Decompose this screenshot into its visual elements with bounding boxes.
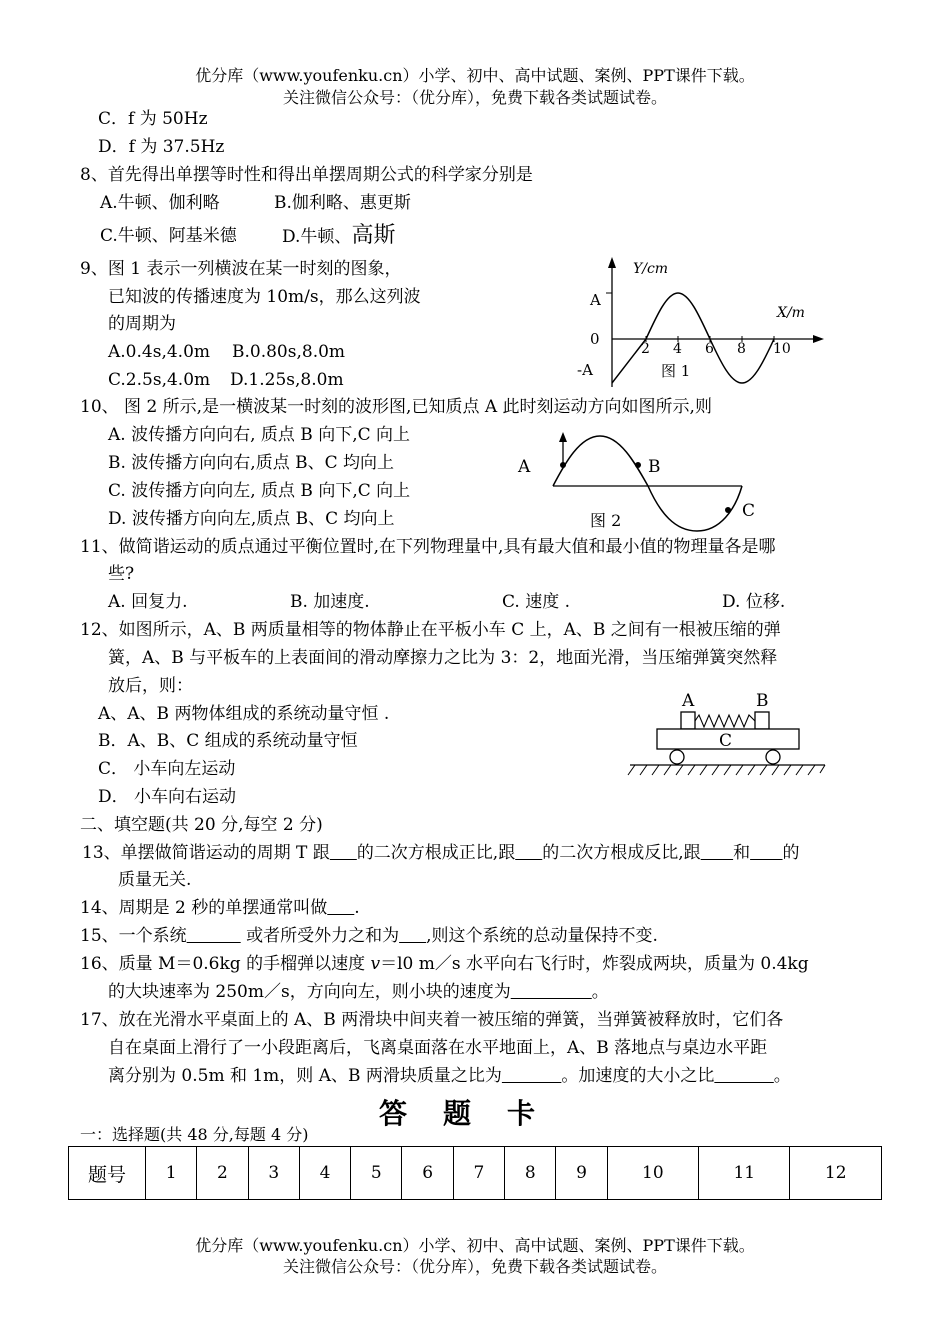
q14-blank[interactable] — [327, 898, 354, 918]
figure-cart-spring — [625, 685, 830, 780]
q15-text: 或者所受外力之和为 — [240, 926, 400, 946]
footer-line-1: 优分库（www.youfenku.cn）小学、初中、高中试题、案例、PPT课件下载。 — [195, 1236, 755, 1255]
q9-stem-1: 9、图 1 表示一列横波在某一时刻的图象， — [80, 259, 402, 279]
q9-stem-2: 已知波的传播速度为 10m/s，那么这列波 — [108, 287, 421, 307]
q12-stem-1: 12、如图所示，A、B 两质量相等的物体静止在平板小车 C 上，A、B 之间有一根被压缩的弹 — [80, 620, 781, 640]
q16-text: ＝l0 m／s 水平向右飞行时，炸裂成两块，质量为 0.4kg — [380, 954, 809, 974]
fig1-tick-label: 6 — [705, 341, 714, 357]
q13-text: 13、单摆做简谐运动的周期 T 跟 — [82, 843, 330, 863]
q11-option-d: D. 位移. — [722, 592, 786, 612]
q16-velocity-symbol: v — [370, 954, 381, 974]
q13-text: 和 — [733, 843, 751, 863]
fig1-tick-label: 8 — [737, 341, 746, 357]
answer-card-number-cell: 3 — [248, 1147, 299, 1200]
fig2-velocity-arrowhead — [559, 432, 567, 442]
ground-hatching — [628, 765, 825, 775]
q17-text: 离分别为 0.5m 和 1m，则 A、B 两滑块质量之比为 — [108, 1066, 502, 1086]
q10-option-b: B. 波传播方向向右,质点 B、C 均向上 — [108, 453, 395, 473]
answer-card-title: 答题卡 — [378, 1097, 571, 1130]
fig2-point-a — [560, 462, 566, 468]
answer-card-number-cell: 12 — [790, 1147, 882, 1200]
q8-option-b: B.伽利略、惠更斯 — [274, 193, 411, 213]
answer-card-section-1: 一：选择题(共 48 分,每题 4 分) — [80, 1125, 309, 1144]
q10-option-a: A. 波传播方向向右, 质点 B 向下,C 向上 — [108, 425, 411, 445]
q16-blank[interactable] — [511, 982, 592, 1002]
q12-stem-2: 簧，A、B 与平板车的上表面间的滑动摩擦力之比为 3：2，地面光滑，当压缩弹簧突然释 — [108, 648, 778, 668]
q10-option-c: C. 波传播方向向左, 质点 B 向下,C 向上 — [108, 481, 411, 501]
q11-stem-2: 些? — [108, 564, 135, 584]
answer-card-number-cell: 2 — [197, 1147, 248, 1200]
fig2-caption: 图 2 — [590, 511, 622, 530]
q9-option-c: C.2.5s,4.0m — [108, 370, 211, 390]
answer-card-number-cell: 8 — [505, 1147, 556, 1200]
answer-card-number-cell: 7 — [453, 1147, 504, 1200]
q13-text: 的二次方根成反比,跟 — [542, 843, 701, 863]
fig2-label-b: B — [648, 457, 661, 477]
fig1-xlabel: X/m — [777, 305, 805, 321]
spring — [695, 715, 755, 727]
fig2-point-c — [725, 507, 731, 513]
fig2-label-a: A — [518, 457, 531, 477]
q17-line-3 — [108, 1065, 791, 1087]
block-a — [681, 712, 695, 729]
q10-stem: 10、 图 2 所示,是一横波某一时刻的波形图,已知质点 A 此时刻运动方向如图所示,则 — [80, 397, 712, 417]
q8-option-d — [282, 225, 395, 248]
q17-line-2: 自在桌面上滑行了一小段距离后，飞离桌面落在水平地面上，A、B 落地点与桌边水平距 — [108, 1038, 768, 1058]
cart-wheel-right — [766, 750, 780, 764]
header-line-1: 优分库（www.youfenku.cn）小学、初中、高中试题、案例、PPT课件下载。 — [195, 66, 755, 85]
answer-card-header-cell: 题号 — [69, 1147, 146, 1200]
q13-text: 的二次方根成正比,跟 — [356, 843, 516, 863]
q16-line-1 — [80, 953, 809, 975]
q17-blank-1[interactable] — [502, 1066, 561, 1086]
answer-card-number-cell: 5 — [351, 1147, 402, 1200]
q15-text: 15、一个系统 — [80, 926, 187, 946]
q9-option-b: B.0.80s,8.0m — [232, 342, 346, 362]
q12-option-d: D． 小车向右运动 — [98, 787, 237, 807]
q12-option-c: C． 小车向左运动 — [98, 759, 236, 779]
q16-line-2 — [108, 981, 609, 1003]
header-line-2: 关注微信公众号：（优分库），免费下载各类试题试卷。 — [282, 88, 667, 107]
answer-card-number-cell: 6 — [402, 1147, 453, 1200]
q15-text: ,则这个系统的总动量保持不变. — [426, 926, 658, 946]
fig1-origin-label: 0 — [590, 330, 600, 348]
fig1-a-label: A — [590, 291, 601, 309]
q11-option-c: C. 速度 . — [502, 592, 571, 612]
answer-card-table — [68, 1146, 882, 1200]
fig1-wave-curve — [612, 293, 774, 383]
q17-text: 。加速度的大小之比 — [561, 1066, 715, 1086]
cart-fig-label-a: A — [682, 691, 695, 711]
q12-option-a: A、A、B 两物体组成的系统动量守恒 . — [98, 704, 390, 724]
answer-card-number-cell: 10 — [607, 1147, 698, 1200]
figure-1-wave-graph — [575, 255, 835, 390]
q11-option-a: A. 回复力. — [108, 592, 188, 612]
fig1-y-arrow — [608, 257, 616, 268]
fig1-caption: 图 1 — [661, 362, 691, 380]
q17-blank-2[interactable] — [714, 1066, 773, 1086]
fig1-tick-label: 10 — [773, 341, 791, 357]
q7-option-c: C．f 为 50Hz — [98, 109, 208, 129]
fig1-neg-a-label: -A — [577, 361, 593, 379]
q15-blank-2[interactable] — [399, 926, 426, 946]
q8-option-a: A.牛顿、伽利略 — [100, 193, 220, 213]
q13-blank-4[interactable] — [750, 843, 782, 863]
footer-line-2: 关注微信公众号：（优分库），免费下载各类试题试卷。 — [282, 1257, 667, 1276]
q16-text: 16、质量 M＝0.6kg 的手榴弹以速度 — [80, 954, 371, 974]
cart-fig-label-b: B — [756, 691, 769, 711]
block-b — [755, 712, 769, 729]
fig1-ylabel: Y/cm — [633, 261, 669, 277]
q7-option-d: D．f 为 37.5Hz — [98, 137, 225, 157]
cart-wheel-left — [670, 750, 684, 764]
section-2-heading: 二、填空题(共 20 分,每空 2 分) — [80, 815, 323, 835]
q14-line — [80, 897, 360, 919]
q9-option-a: A.0.4s,4.0m — [108, 342, 210, 362]
q11-option-b: B. 加速度. — [290, 592, 370, 612]
q15-blank-1[interactable] — [187, 926, 241, 946]
q17-line-1: 17、放在光滑水平桌面上的 A、B 两滑块中间夹着一被压缩的弹簧，当弹簧被释放时，它们各 — [80, 1010, 784, 1030]
q13-text: 的 — [782, 843, 800, 863]
q17-text: 。 — [773, 1066, 791, 1086]
fig2-wave-curve — [553, 436, 742, 531]
q8-option-d-prefix: D.牛顿、 — [282, 227, 352, 247]
q15-line — [80, 925, 658, 947]
q8-stem: 8、首先得出单摆等时性和得出单摆周期公式的科学家分别是 — [80, 165, 533, 185]
q10-option-d: D. 波传播方向向左,质点 B、C 均向上 — [108, 509, 395, 529]
q8-option-d-big: 高斯 — [351, 223, 396, 248]
q16-text: 的大块速率为 250m／s，方向向左，则小块的速度为 — [108, 982, 511, 1002]
q14-text: . — [354, 898, 360, 918]
q13-line-1 — [82, 842, 800, 864]
figure-2-waveform — [510, 428, 770, 540]
fig1-tick-label: 2 — [641, 341, 650, 357]
q9-stem-3: 的周期为 — [108, 314, 176, 334]
q8-option-c: C.牛顿、阿基米德 — [100, 226, 237, 246]
q14-text: 14、周期是 2 秒的单摆通常叫做 — [80, 898, 328, 918]
q12-stem-3: 放后，则： — [108, 676, 193, 696]
answer-card-number-cell: 11 — [699, 1147, 790, 1200]
q13-blank-1[interactable] — [330, 843, 357, 863]
q9-option-d: D.1.25s,8.0m — [230, 370, 344, 390]
answer-card-row — [69, 1147, 882, 1200]
cart-fig-label-c: C — [719, 731, 733, 751]
fig2-label-c: C — [742, 501, 756, 521]
q13-blank-2[interactable] — [515, 843, 542, 863]
q13-blank-3[interactable] — [701, 843, 733, 863]
answer-card-number-cell: 1 — [146, 1147, 197, 1200]
answer-card-number-cell: 4 — [299, 1147, 350, 1200]
answer-card-number-cell: 9 — [556, 1147, 607, 1200]
fig1-tick-label: 4 — [673, 341, 682, 357]
fig2-point-b — [635, 462, 641, 468]
q16-text: 。 — [591, 982, 609, 1002]
q11-stem-1: 11、做简谐运动的质点通过平衡位置时,在下列物理量中,具有最大值和最小值的物理量各是哪 — [80, 537, 776, 557]
q13-line-2: 质量无关. — [118, 870, 192, 890]
fig1-x-arrow — [813, 335, 824, 343]
q12-option-b: B．A、B、C 组成的系统动量守恒 — [98, 731, 358, 751]
